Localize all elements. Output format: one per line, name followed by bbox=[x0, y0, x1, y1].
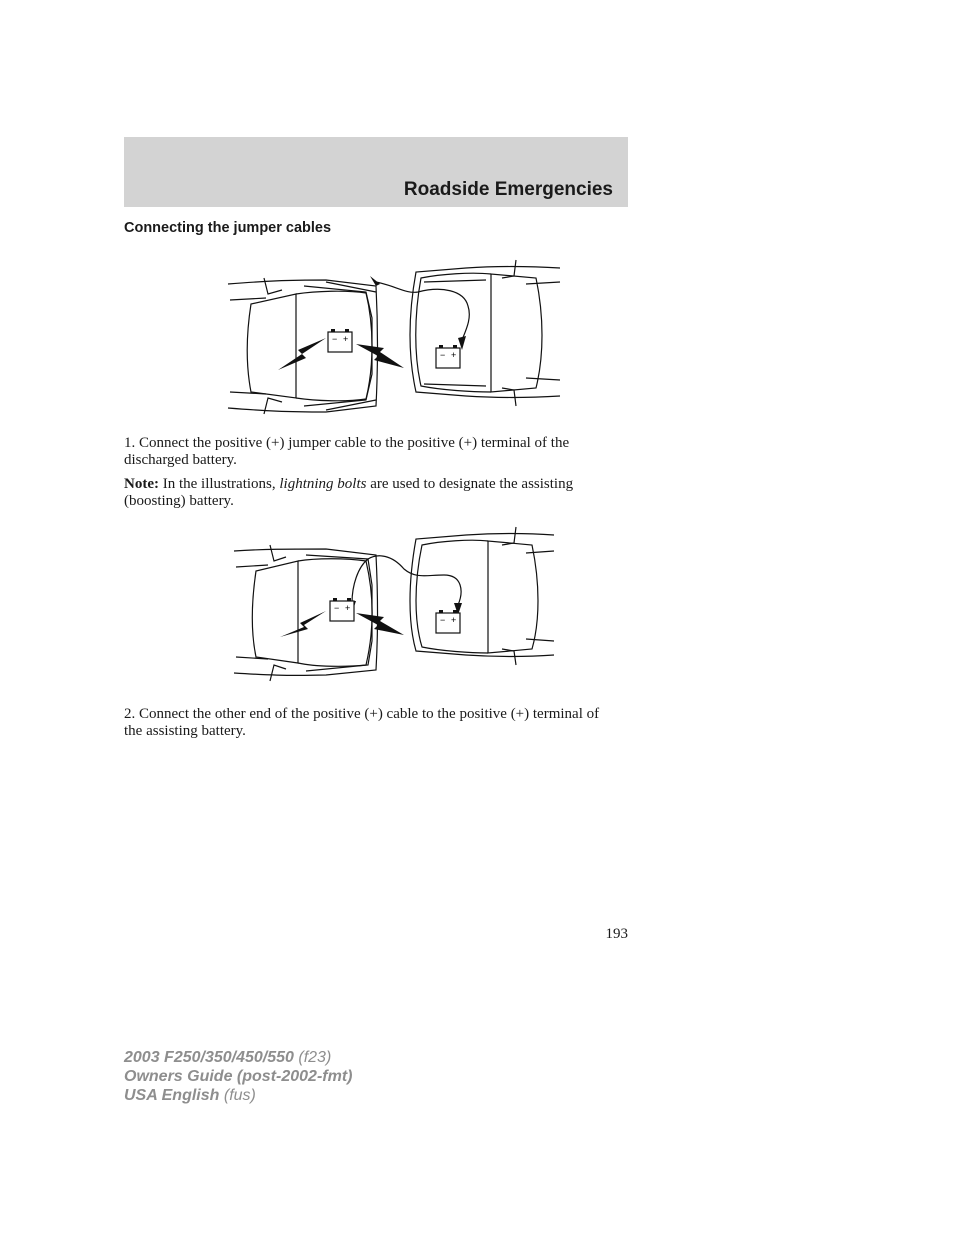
note-paragraph bbox=[124, 476, 620, 509]
jumper-cable-diagram-step-2 bbox=[226, 525, 562, 691]
footer-line-2: Owners Guide (post-2002-fmt) bbox=[124, 1068, 353, 1085]
section-header-band bbox=[124, 137, 628, 207]
assisting-battery bbox=[328, 329, 352, 352]
discharged-vehicle bbox=[410, 260, 560, 406]
note-text-after: are used to designate the assisting (boosting) battery. bbox=[124, 476, 574, 509]
document-footer bbox=[124, 1048, 352, 1105]
svg-text:−: − bbox=[440, 350, 446, 360]
assisting-vehicle bbox=[234, 545, 378, 681]
note-text-before: In the illustrations, bbox=[158, 476, 280, 492]
assisting-battery bbox=[330, 598, 354, 621]
cable-clamp-icon bbox=[370, 276, 380, 286]
svg-text:+: + bbox=[451, 615, 457, 625]
svg-text:−: − bbox=[440, 615, 446, 625]
discharged-battery bbox=[436, 345, 460, 368]
lightning-bolt-icon bbox=[280, 611, 326, 637]
svg-text:−: − bbox=[332, 334, 338, 344]
footer-line-3: USA English (fus) bbox=[124, 1087, 256, 1104]
svg-text:+: + bbox=[345, 603, 351, 613]
note-label: Note: bbox=[124, 476, 159, 492]
section-title: Roadside Emergencies bbox=[403, 179, 613, 200]
svg-text:+: + bbox=[343, 334, 349, 344]
lightning-bolt-icon bbox=[356, 344, 404, 368]
step-2-text: 2. Connect the other end of the positive (+) cable to the positive (+) terminal of the assisting battery. bbox=[124, 706, 600, 739]
assisting-vehicle bbox=[228, 278, 378, 414]
positive-jumper-cable bbox=[376, 282, 469, 340]
discharged-battery bbox=[436, 610, 460, 633]
step-1-text: 1. Connect the positive (+) jumper cable to the positive (+) terminal of the discharged battery. bbox=[124, 435, 570, 468]
jumper-cable-diagram-step-1 bbox=[226, 256, 562, 424]
note-emphasis: lightning bolts bbox=[279, 476, 367, 492]
lightning-bolt-icon bbox=[356, 613, 404, 635]
svg-text:+: + bbox=[451, 350, 457, 360]
page-number: 193 bbox=[605, 926, 628, 942]
subsection-heading: Connecting the jumper cables bbox=[124, 220, 332, 236]
lightning-bolt-icon bbox=[278, 338, 326, 370]
footer-line-1: 2003 F250/350/450/550 (f23) bbox=[124, 1049, 332, 1066]
svg-text:−: − bbox=[334, 603, 340, 613]
discharged-vehicle bbox=[410, 527, 554, 665]
